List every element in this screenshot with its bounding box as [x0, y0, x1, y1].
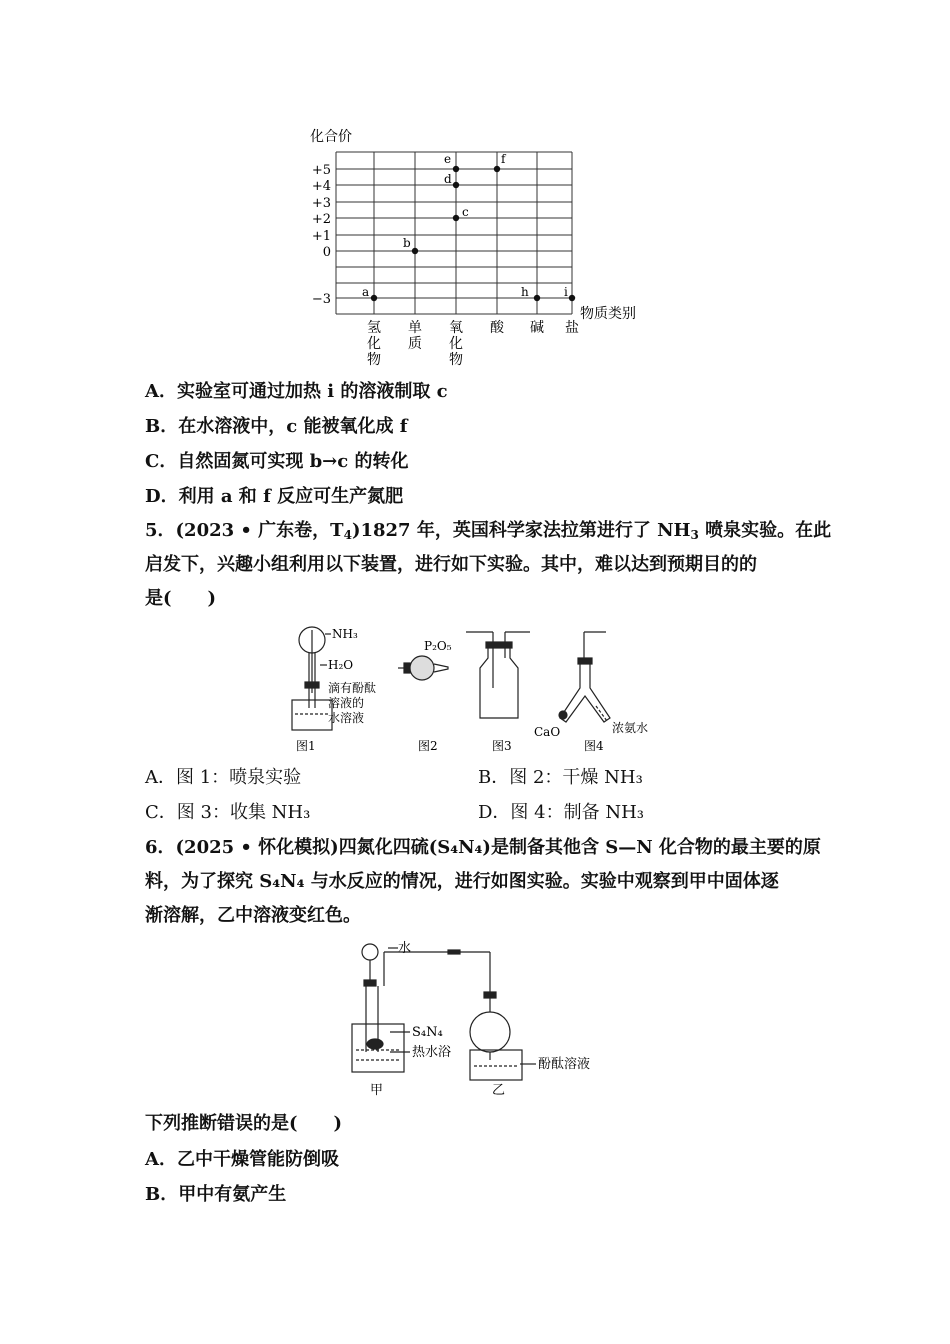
point-label-e: e — [444, 152, 452, 166]
x-tick-label: 物 — [367, 352, 381, 368]
q5-stem-line2: 启发下，兴趣小组利用以下装置，进行如下实验。其中，难以达到预期目的的 — [145, 554, 757, 575]
q6-question: 下列推断错误的是( ) — [145, 1113, 343, 1134]
q5-stem-line3: 是( ) — [145, 588, 217, 609]
x-axis-title: 物质类别 — [580, 306, 636, 322]
point-label-i: i — [564, 285, 568, 299]
point-d — [453, 182, 459, 188]
fig2-caption: 图2 — [418, 739, 438, 753]
point-c — [453, 215, 459, 221]
y-tick-label: +5 — [311, 163, 331, 178]
point-i — [569, 295, 575, 301]
fig1-solution-label-3: 水溶液 — [328, 711, 365, 725]
x-tick-label: 碱 — [530, 320, 544, 336]
q6-apparatus-figure — [0, 932, 950, 1102]
fig1-caption: 图1 — [296, 739, 316, 753]
yi-caption: 乙 — [492, 1083, 506, 1098]
q4-option-d: D．利用 a 和 f 反应可生产氮肥 — [145, 486, 404, 507]
point-b — [412, 248, 418, 254]
x-tick-label: 质 — [408, 336, 422, 352]
q5-option-d: D．图 4：制备 NH₃ — [478, 802, 644, 823]
y-tick-label: +2 — [311, 212, 331, 227]
fig4-y-tube — [559, 632, 610, 722]
q5-stem-line1: 5．(2023 • 广东卷，$T_4)1827$ 年，英国科学家法拉第进行了 $NH_3$ 喷泉实验。在此 — [145, 520, 832, 542]
chart-grid — [336, 152, 572, 314]
y-tick-label: +3 — [311, 196, 331, 211]
hot-water-bath-label: 热水浴 — [412, 1045, 452, 1060]
phenolphthalein-label: 酚酞溶液 — [538, 1057, 591, 1072]
point-label-c: c — [462, 205, 469, 219]
fig3-caption: 图3 — [492, 739, 512, 753]
point-label-d: d — [444, 172, 452, 186]
x-tick-label: 化 — [449, 336, 463, 352]
q4-option-a: A．实验室可通过加热 i 的溶液制取 c — [145, 381, 448, 402]
q5-option-b: B．图 2：干燥 NH₃ — [478, 767, 643, 788]
fig4-cao-label: CaO — [534, 725, 561, 739]
chart-axes — [312, 163, 579, 368]
q6-stem-line2: 料，为了探究 S₄N₄ 与水反应的情况，进行如图实验。实验中观察到甲中固体逐 — [145, 871, 779, 892]
point-h — [534, 295, 540, 301]
fig1-nh3-label: NH₃ — [332, 627, 358, 641]
fig1-fountain-apparatus — [292, 627, 332, 730]
fig1-solution-label-1: 滴有酚酞 — [328, 681, 377, 695]
fig4-ammonia-label: 浓氨水 — [612, 721, 649, 735]
point-a — [371, 295, 377, 301]
point-label-a: a — [362, 285, 370, 299]
x-tick-label: 盐 — [565, 320, 579, 336]
fig2-p2o5-label: P₂O₅ — [424, 639, 452, 653]
water-label: 水 — [398, 941, 412, 956]
x-tick-label: 单 — [408, 320, 422, 336]
s4n4-label: S₄N₄ — [412, 1025, 443, 1040]
x-tick-label: 氢 — [367, 320, 381, 336]
y-tick-label: 0 — [322, 245, 331, 260]
flask-yi — [470, 992, 536, 1080]
y-tick-label: +4 — [311, 179, 331, 194]
fig2-drying-tube — [398, 656, 448, 680]
x-tick-label: 氧 — [449, 320, 463, 336]
point-label-b: b — [403, 236, 411, 250]
point-label-f: f — [501, 152, 506, 166]
q6-stem-line3: 渐溶解，乙中溶液变红色。 — [145, 905, 361, 926]
fig4-caption: 图4 — [584, 739, 604, 753]
x-tick-label: 物 — [449, 352, 463, 368]
point-f — [494, 166, 500, 172]
point-label-h: h — [521, 285, 529, 299]
y-tick-label: +1 — [311, 229, 331, 244]
q4-option-c: C．自然固氮可实现 b→c 的转化 — [145, 451, 409, 472]
q6-stem-line1: 6．(2025 • 怀化模拟)四氮化四硫(S₄N₄)是制备其他含 S—N 化合物的最主要的原 — [145, 837, 821, 858]
x-tick-label: 化 — [367, 336, 381, 352]
fig3-gas-bottle — [466, 632, 530, 718]
q6-option-b: B．甲中有氨产生 — [145, 1184, 287, 1205]
q6-option-a: A．乙中干燥管能防倒吸 — [145, 1149, 339, 1170]
point-e — [453, 166, 459, 172]
q4-option-b: B．在水溶液中，c 能被氧化成 f — [145, 416, 408, 437]
q5-apparatus-figure — [0, 618, 950, 758]
jia-caption: 甲 — [370, 1083, 384, 1098]
valence-chart — [0, 0, 950, 380]
y-axis-title: 化合价 — [310, 129, 352, 145]
chart-marks — [362, 152, 575, 301]
y-tick-label: −3 — [311, 292, 331, 307]
q5-option-c: C．图 3：收集 NH₃ — [145, 802, 311, 823]
q5-option-a: A．图 1：喷泉实验 — [145, 767, 302, 788]
fig1-solution-label-2: 溶液的 — [328, 696, 365, 710]
fig1-h2o-label: H₂O — [328, 658, 354, 672]
x-tick-label: 酸 — [490, 320, 504, 336]
